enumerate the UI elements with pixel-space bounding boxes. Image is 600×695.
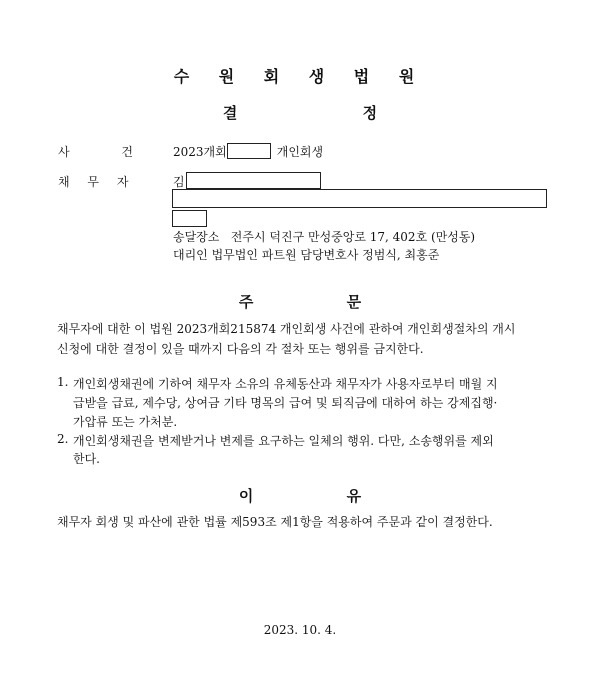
order-item-num: 2. <box>57 432 69 446</box>
order-item-line: 개인회생채권에 기하여 채무자 소유의 유체동산과 채무자가 사용자로부터 매월 지 <box>73 377 498 391</box>
service-address: 송달장소 전주시 덕진구 만성중앙로 17, 402호 (만성동) <box>173 230 476 244</box>
case-number <box>173 143 323 160</box>
debtor-name-prefix: 김 <box>173 175 185 189</box>
document-type: 결 정 <box>222 104 438 122</box>
redacted-box <box>227 143 271 159</box>
reason-heading: 이 유 <box>238 487 406 505</box>
court-name: 수 원 회 생 법 원 <box>173 67 427 86</box>
order-item-line: 가압류 또는 가처분. <box>73 415 178 429</box>
order-item-line: 개인회생채권을 변제받거나 변제를 요구하는 일체의 행위. 다만, 소송행위를 제외 <box>73 434 494 448</box>
redacted-address-box <box>172 189 547 208</box>
order-intro-line: 채무자에 대한 이 법원 2023개회215874 개인회생 사건에 관하여 개인회생절차의 개시 <box>57 322 516 336</box>
order-item-num: 1. <box>57 375 69 389</box>
redacted-address-box-2 <box>172 210 207 227</box>
order-item-line: 급받을 급료, 제수당, 상여금 기타 명목의 급여 및 퇴직금에 대하여 하는 강제집행· <box>73 396 498 410</box>
order-intro-line: 신청에 대한 결정이 있을 때까지 다음의 각 절차 또는 행위를 금지한다. <box>57 342 424 356</box>
order-heading: 주 문 <box>238 293 406 311</box>
redacted-name-box <box>186 172 321 189</box>
case-prefix: 2023개회 <box>173 145 227 159</box>
reason-text: 채무자 회생 및 파산에 관한 법률 제593조 제1항을 적용하여 주문과 같이 결정한다. <box>57 515 493 529</box>
order-item-line: 한다. <box>73 452 100 466</box>
decision-date: 2023. 10. 4. <box>263 623 337 637</box>
case-suffix: 개인회생 <box>276 145 324 159</box>
agent: 대리인 법무법인 파트원 담당변호사 정범식, 최홍준 <box>173 248 440 262</box>
debtor-label: 채 무 자 <box>58 175 129 189</box>
case-label: 사 건 <box>58 145 133 159</box>
